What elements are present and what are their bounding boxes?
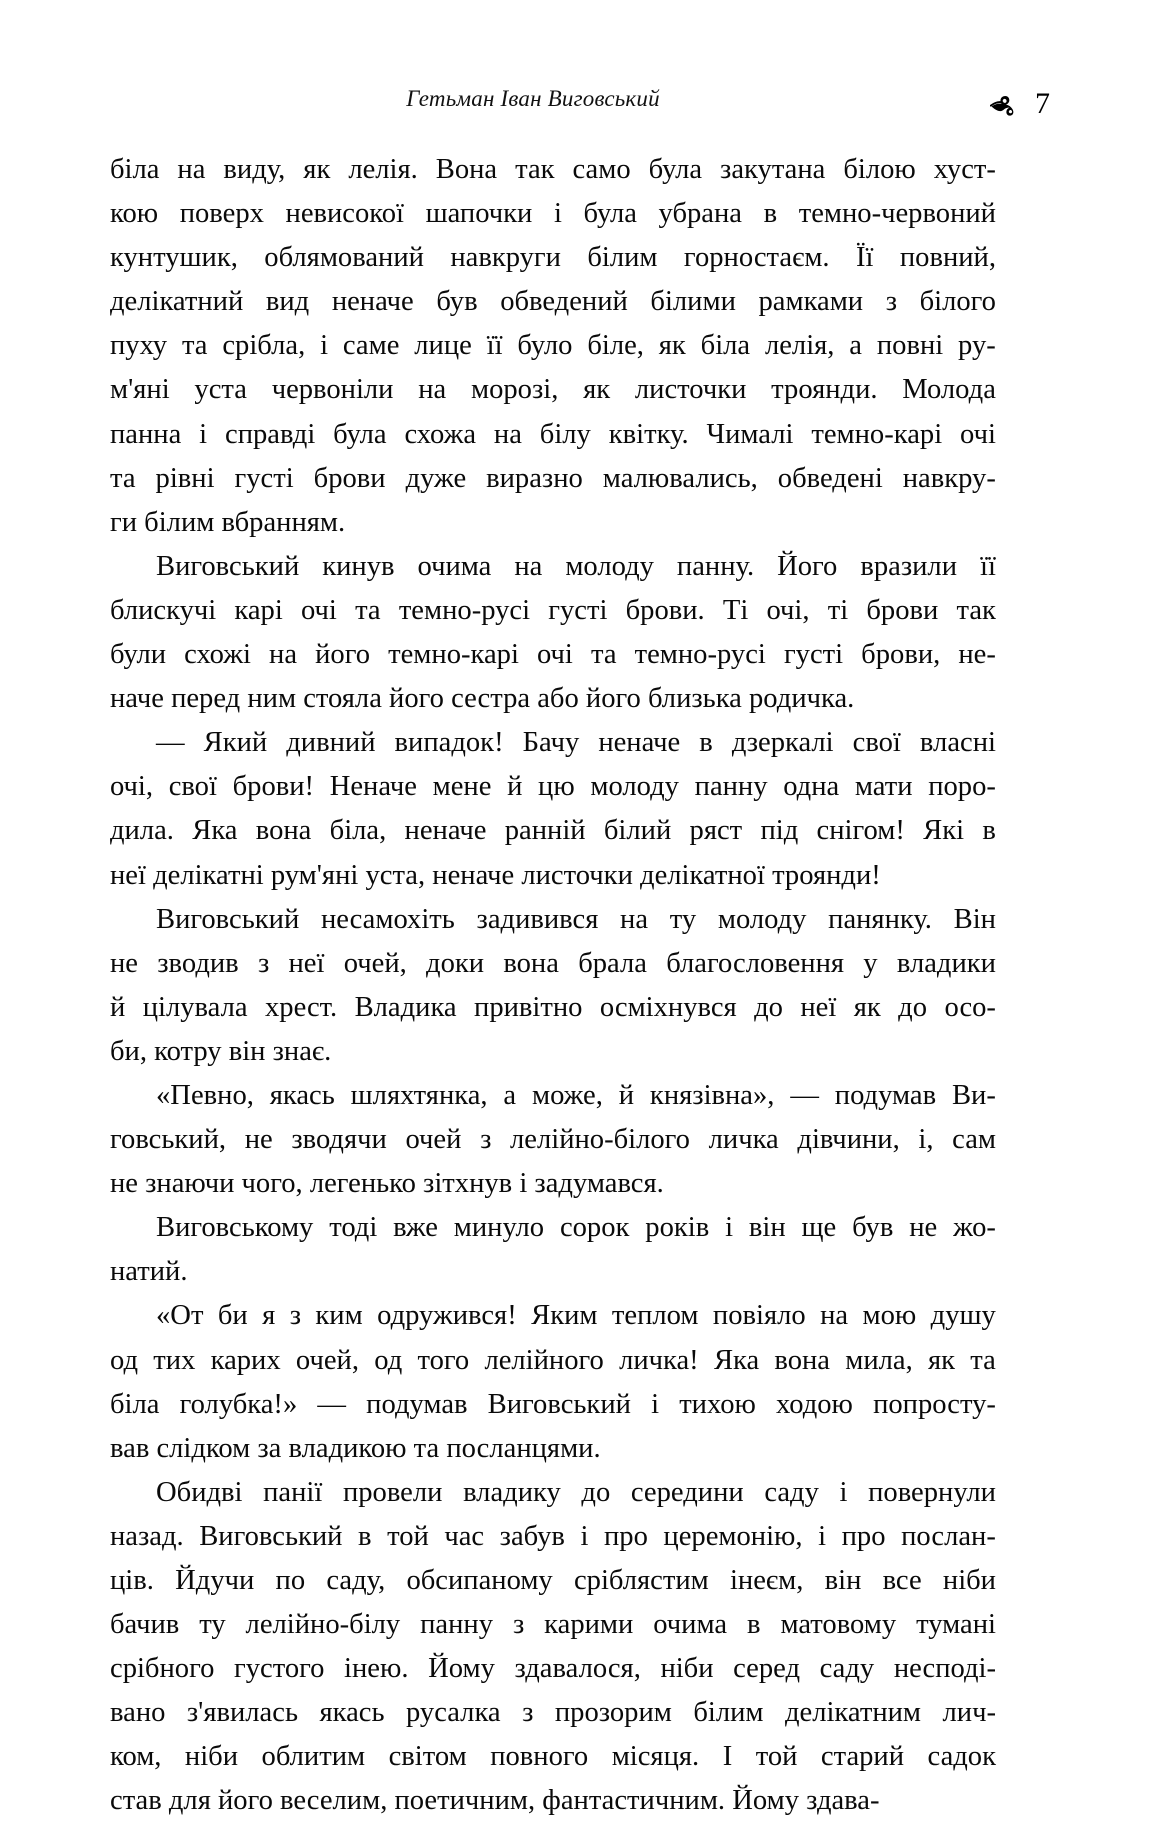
folio [990,82,1050,126]
paragraph [110,545,996,721]
text-line: «Певно, якась шляхтянка, а може, й князівна», — подумав Ви- [156,1079,996,1111]
text-line: дила. Яка вона біла, неначе ранній білий ряст під снігом! Які в [110,815,996,847]
text-line: бачив ту лелійно-білу панну з карими очима в матовому тумані [110,1609,996,1641]
text-line: Виговський несамохіть задивився на ту молоду панянку. Він [156,903,996,935]
paragraph [110,721,996,897]
text-line: пуху та срібла, і саме лице її було біле, як біла лелія, а повні ру- [110,330,996,362]
text-line: говський, не зводячи очей з лелійно-білого личка дівчини, і, сам [110,1124,996,1156]
paragraph [110,1471,996,1824]
paragraph [110,898,996,1074]
text-line: не знаючи чого, легенько зітхнув і задумався. [110,1168,664,1200]
text-line: делікатний вид неначе був обведений білими рамками з білого [110,286,996,318]
text-line: срібного густого інею. Йому здавалося, ніби серед саду несподі- [110,1653,996,1685]
body-text [110,148,996,1824]
text-line: би, котру він знає. [110,1035,332,1067]
text-line: ги білим вбранням. [110,506,346,538]
text-line: очі, свої брови! Неначе мене й цю молоду панну одна мати поро- [110,771,996,803]
text-line: неї делікатні рум'яні уста, неначе листочки делікатної троянди! [110,859,881,891]
text-line: назад. Виговський в той час забув і про церемонію, і про послан- [110,1520,996,1552]
running-head-title: Гетьман Іван Виговський [406,86,660,111]
text-line: були схожі на його темно-карі очі та темно-русі густі брови, не- [110,639,996,671]
text-line: — Який дивний випадок! Бачу неначе в дзеркалі свої власні [156,727,996,759]
paragraph [110,1206,996,1294]
text-line: кунтушик, облямований навкруги білим горностаєм. Її повний, [110,242,996,274]
text-line: та рівні густі брови дуже виразно малювались, обведені навкру- [110,462,996,494]
paragraph [110,1294,996,1470]
text-line: й цілувала хрест. Владика привітно осміхнувся до неї як до осо- [110,991,996,1023]
text-line: блискучі карі очі та темно-русі густі брови. Ті очі, ті брови так [110,594,996,626]
text-line: Обидві панії провели владику до середини саду і повернули [156,1476,996,1508]
paragraph [110,148,996,545]
text-line: біла голубка!» — подумав Виговський і тихою ходою попросту- [110,1388,996,1420]
text-line: кою поверх невисокої шапочки і була убрана в темно-червоний [110,198,996,230]
text-line: натий. [110,1256,188,1288]
text-line: Виговський кинув очима на молоду панну. Його вразили її [156,550,996,582]
text-line: од тих карих очей, од того лелійного личка! Яка вона мила, як та [110,1344,996,1376]
text-line: біла на виду, як лелія. Вона так само була закутана білою хуст- [110,154,996,185]
fleuron-ornament-icon [990,91,1024,117]
running-head [108,86,998,130]
text-line: Виговському тоді вже минуло сорок років і він ще був не жо- [156,1212,996,1244]
text-line: ком, ніби облитим світом повного місяця. І той старий садок [110,1741,996,1773]
text-line: ців. Йдучи по саду, обсипаному сріблястим інеєм, він все ніби [110,1565,996,1596]
text-line: став для його веселим, поетичним, фантастичним. Йому здава- [110,1785,880,1817]
text-line: не зводив з неї очей, доки вона брала благословення у владики [110,947,996,979]
text-line: панна і справді була схожа на білу квітку. Чималі темно-карі очі [110,418,996,450]
text-line: наче перед ним стояла його сестра або його близька родичка. [110,683,855,715]
text-line: м'яні уста червоніли на морозі, як листочки троянди. Молода [110,374,996,406]
paragraph [110,1074,996,1206]
text-line: вано з'явилась якась русалка з прозорим білим делікатним лич- [110,1697,996,1729]
text-line: вав слідком за владикою та посланцями. [110,1432,601,1464]
text-line: «От би я з ким одружився! Яким теплом повіяло на мою душу [156,1300,996,1332]
page-number: 7 [1035,87,1050,120]
